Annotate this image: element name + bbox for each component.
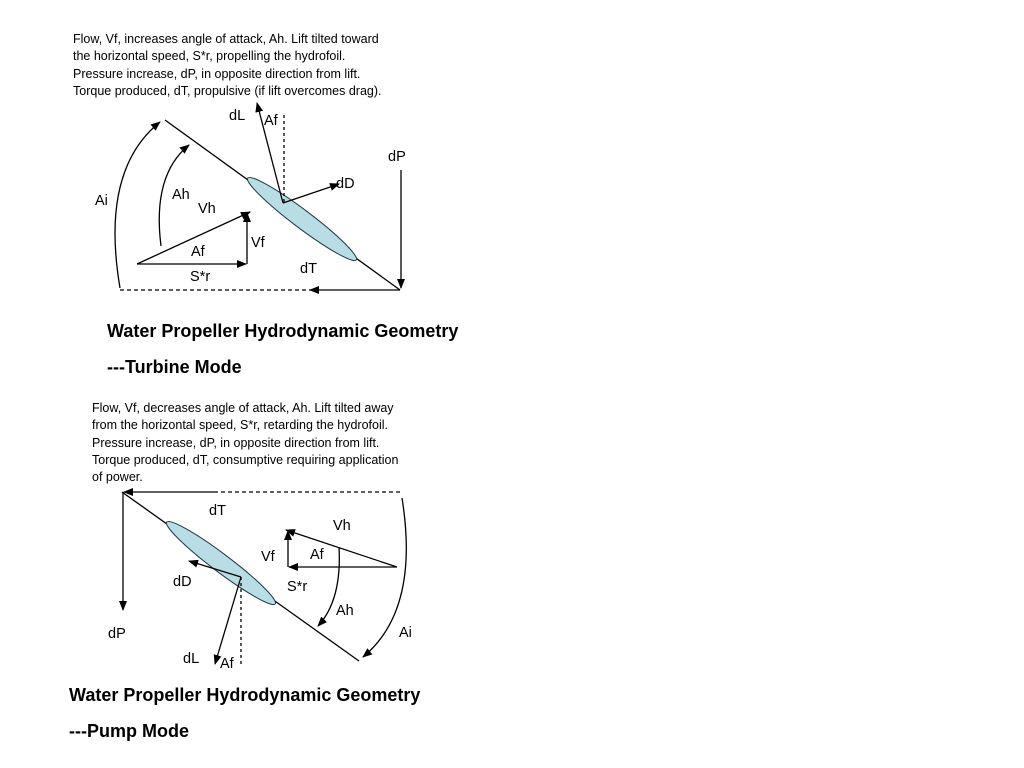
pump-description-line: Pressure increase, dP, in opposite direction from lift. <box>92 435 380 450</box>
turbine-label-dP: dP <box>388 149 406 165</box>
pump-description-line: Torque produced, dT, consumptive requiring application <box>92 452 399 467</box>
turbine-description-line: Flow, Vf, increases angle of attack, Ah. Lift tilted toward <box>73 32 379 46</box>
pump-description-line: from the horizontal speed, S*r, retarding the hydrofoil. <box>92 418 388 433</box>
pump-title: Water Propeller Hydrodynamic Geometry <box>69 685 421 705</box>
turbine-label-Vh: Vh <box>198 201 216 217</box>
pump-vh-arrow <box>286 530 397 567</box>
turbine-description-line: the horizontal speed, S*r, propelling the hydrofoil. <box>73 49 346 64</box>
turbine-description-line: Torque produced, dT, propulsive (if lift overcomes drag). <box>73 83 382 98</box>
pump-label-dP: dP <box>108 626 126 642</box>
turbine-description-line: Pressure increase, dP, in opposite direction from lift. <box>73 66 361 81</box>
turbine-dD-arrow <box>283 184 339 203</box>
turbine-label-Sr: S*r <box>190 269 211 285</box>
turbine-subtitle: ---Turbine Mode <box>107 357 242 377</box>
pump-label-af-triangle: Af <box>310 547 324 563</box>
pump-label-Ah: Ah <box>336 603 354 619</box>
turbine-label-dL: dL <box>229 108 246 124</box>
turbine-label-af-top: Af <box>264 113 278 129</box>
turbine-label-dD: dD <box>336 176 355 192</box>
turbine-label-dT: dT <box>300 261 317 277</box>
pump-diagram <box>122 492 406 667</box>
pump-label-af-bottom: Af <box>220 656 234 672</box>
turbine-diagram <box>115 103 401 290</box>
pump-label-dT: dT <box>209 503 226 519</box>
pump-label-dD: dD <box>173 574 192 590</box>
turbine-label-Vf: Vf <box>251 235 265 251</box>
pump-label-Ai: Ai <box>399 625 412 641</box>
pump-subtitle: ---Pump Mode <box>69 721 189 741</box>
turbine-labels <box>95 108 406 285</box>
pump-label-Vf: Vf <box>261 549 275 565</box>
pump-label-Vh: Vh <box>333 518 351 534</box>
pump-description-line: of power. <box>92 470 143 485</box>
turbine-label-Ah: Ah <box>172 187 190 203</box>
turbine-label-Ai: Ai <box>95 193 108 209</box>
turbine-title: Water Propeller Hydrodynamic Geometry <box>107 321 459 341</box>
pump-description-line: Flow, Vf, decreases angle of attack, Ah. Lift tilted away <box>92 401 394 415</box>
pump-dL-arrow <box>215 577 241 664</box>
turbine-label-af-triangle: Af <box>191 244 205 260</box>
pump-label-Sr: S*r <box>287 579 308 595</box>
pump-label-dL: dL <box>183 651 200 667</box>
